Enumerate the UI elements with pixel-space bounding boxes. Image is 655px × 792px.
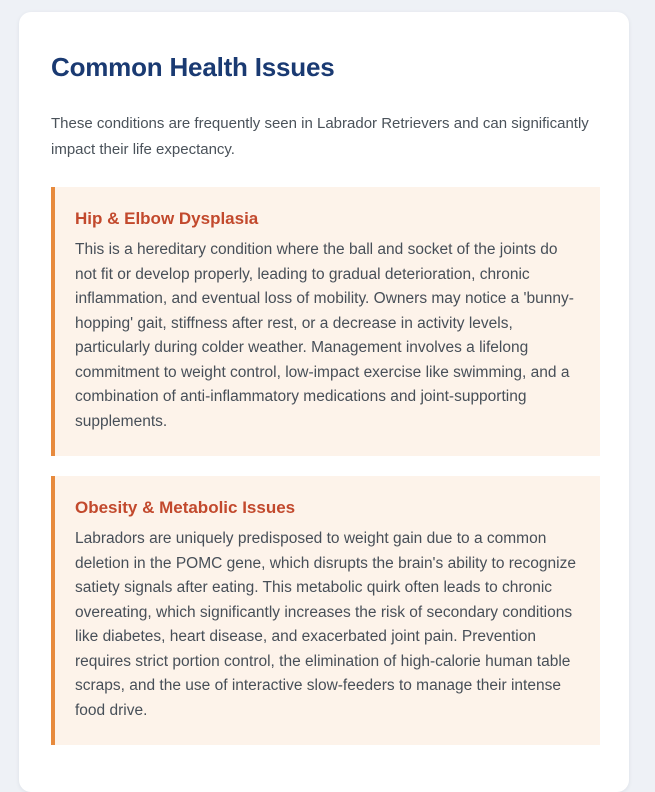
health-issue-description: This is a hereditary condition where the ball and socket of the joints do not fit or develop properly, leading to gradual deterioration, chronic inflammation, and eventual loss of mobility. Owners may notice a 'bunny-hopping' gait, stiffness after rest, or a decrease in activity levels, particularly during colder weather. Management involves a lifelong commitment to weight control, low-impact exercise like swimming, and a combination of anti-inflammatory medications and joint-supporting supplements. xyxy=(75,241,574,430)
health-issue-description: Labradors are uniquely predisposed to weight gain due to a common deletion in the POMC gene, which disrupts the brain's ability to recognize satiety signals after eating. This metabolic quirk often leads to chronic overeating, which significantly increases the risk of secondary conditions like diabetes, heart disease, and exacerbated joint pain. Prevention requires strict portion control, the elimination of high-calorie human table scraps, and the use of interactive slow-feeders to manage their intense food drive. xyxy=(75,530,576,719)
health-issue-card-obesity-metabolic xyxy=(51,476,600,745)
content-card xyxy=(19,12,629,792)
intro-paragraph: These conditions are frequently seen in Labrador Retrievers and can significantly impact their life expectancy. xyxy=(51,115,589,158)
health-issue-title: Obesity & Metabolic Issues xyxy=(75,498,296,517)
health-issue-title: Hip & Elbow Dysplasia xyxy=(75,209,259,228)
page-title: Common Health Issues xyxy=(51,52,335,82)
health-issue-card-hip-elbow-dysplasia xyxy=(51,187,600,456)
